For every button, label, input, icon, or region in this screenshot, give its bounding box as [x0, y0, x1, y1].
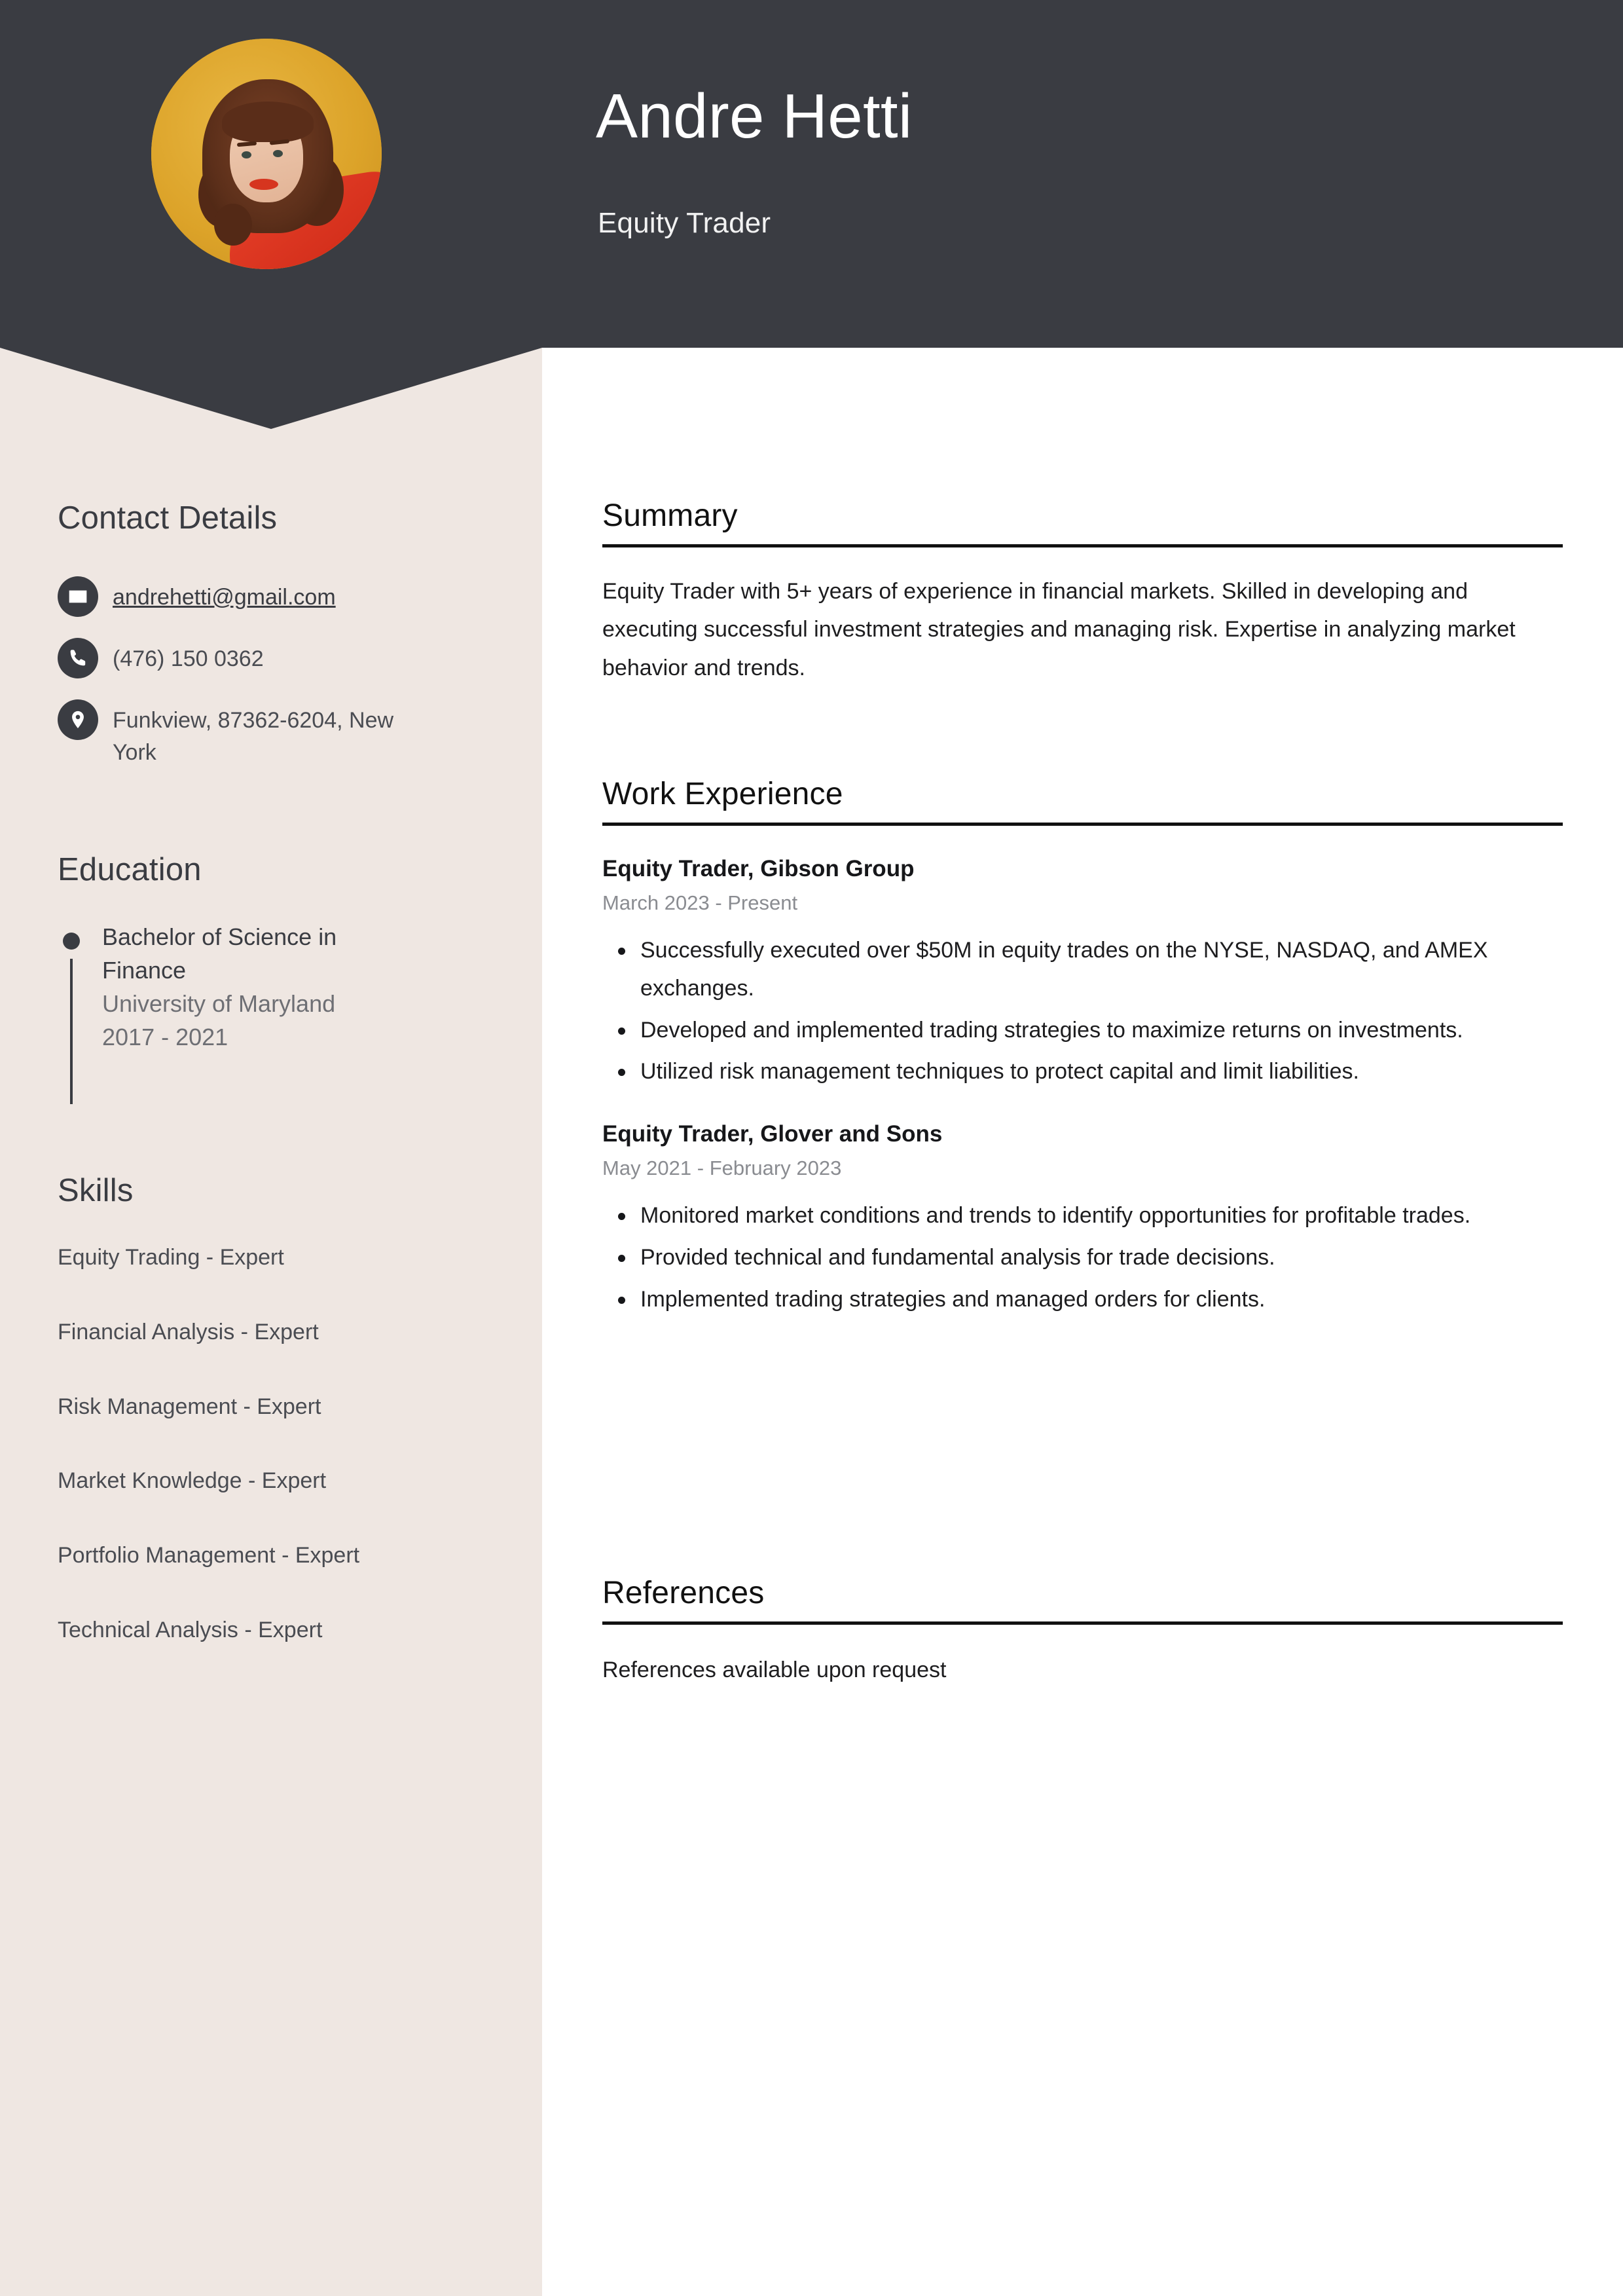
header-job-title: Equity Trader	[598, 207, 771, 239]
list-item: Equity Trading - Expert	[58, 1245, 284, 1270]
education-degree: Bachelor of Science in Finance	[102, 923, 337, 984]
list-item: Technical Analysis - Expert	[58, 1617, 323, 1642]
timeline-line	[70, 959, 73, 1104]
contact-details-heading: Contact Details	[58, 500, 278, 536]
page-title: Andre Hetti	[596, 81, 913, 151]
list-item: Risk Management - Expert	[58, 1394, 321, 1419]
summary-heading: Summary	[602, 498, 1563, 547]
avatar-eye	[273, 150, 283, 157]
list-item: Monitored market conditions and trends to identify opportunities for profitable trades.	[640, 1197, 1563, 1235]
education-school: University of Maryland	[102, 990, 336, 1018]
contact-row-location	[58, 699, 477, 769]
skills-list	[58, 1244, 490, 1692]
list-item: Implemented trading strategies and managed orders for clients.	[640, 1281, 1563, 1319]
avatar-lips	[249, 179, 278, 190]
job-dates: May 2021 - February 2023	[602, 1156, 842, 1179]
references-text: References available upon request	[602, 1657, 947, 1682]
list-item: Developed and implemented trading strategies to maximize returns on investments.	[640, 1012, 1563, 1050]
contact-details-list	[58, 576, 477, 790]
work-experience-section	[602, 776, 1563, 1323]
timeline-dot-icon	[63, 933, 80, 950]
job-title: Equity Trader, Glover and Sons	[602, 1121, 943, 1147]
list-item: Successfully executed over $50M in equity trades on the NYSE, NASDAQ, and AMEX exchanges.	[640, 932, 1563, 1008]
list-item: Market Knowledge - Expert	[58, 1468, 327, 1494]
job-bullet-list	[602, 1197, 1563, 1318]
location-icon	[58, 699, 98, 740]
email-icon	[58, 576, 98, 617]
list-item: Utilized risk management techniques to protect capital and limit liabilities.	[640, 1053, 1563, 1091]
education-entry	[58, 920, 464, 1054]
job-title: Equity Trader, Gibson Group	[602, 856, 915, 881]
list-item: Provided technical and fundamental analysis for trade decisions.	[640, 1239, 1563, 1277]
work-experience-heading: Work Experience	[602, 776, 1563, 826]
job-entry	[602, 855, 1563, 1091]
summary-text: Equity Trader with 5+ years of experience in financial markets. Skilled in developing and executing successful investment strategies and managing risk. Expertise in analyzing market behavior and trends.	[602, 579, 1516, 680]
avatar-fringe	[222, 102, 314, 142]
contact-row-email[interactable]	[58, 576, 477, 617]
avatar-eye	[242, 151, 251, 158]
phone-icon	[58, 638, 98, 678]
contact-location-value: Funkview, 87362-6204, New York	[113, 708, 394, 766]
job-entry	[602, 1120, 1563, 1318]
references-heading: References	[602, 1575, 1563, 1625]
summary-section	[602, 498, 1563, 687]
job-bullet-list	[602, 932, 1563, 1091]
contact-email-value[interactable]: andrehetti@gmail.com	[113, 585, 336, 610]
list-item: Portfolio Management - Expert	[58, 1543, 360, 1568]
avatar-hair-curl	[214, 204, 252, 246]
education-years: 2017 - 2021	[102, 1024, 228, 1051]
contact-phone-value[interactable]: (476) 150 0362	[113, 646, 264, 671]
education-heading: Education	[58, 852, 202, 887]
list-item: Financial Analysis - Expert	[58, 1319, 319, 1344]
contact-row-phone[interactable]	[58, 638, 477, 678]
references-section	[602, 1575, 1563, 1689]
skills-heading: Skills	[58, 1173, 134, 1208]
avatar	[151, 39, 382, 269]
job-dates: March 2023 - Present	[602, 891, 798, 914]
